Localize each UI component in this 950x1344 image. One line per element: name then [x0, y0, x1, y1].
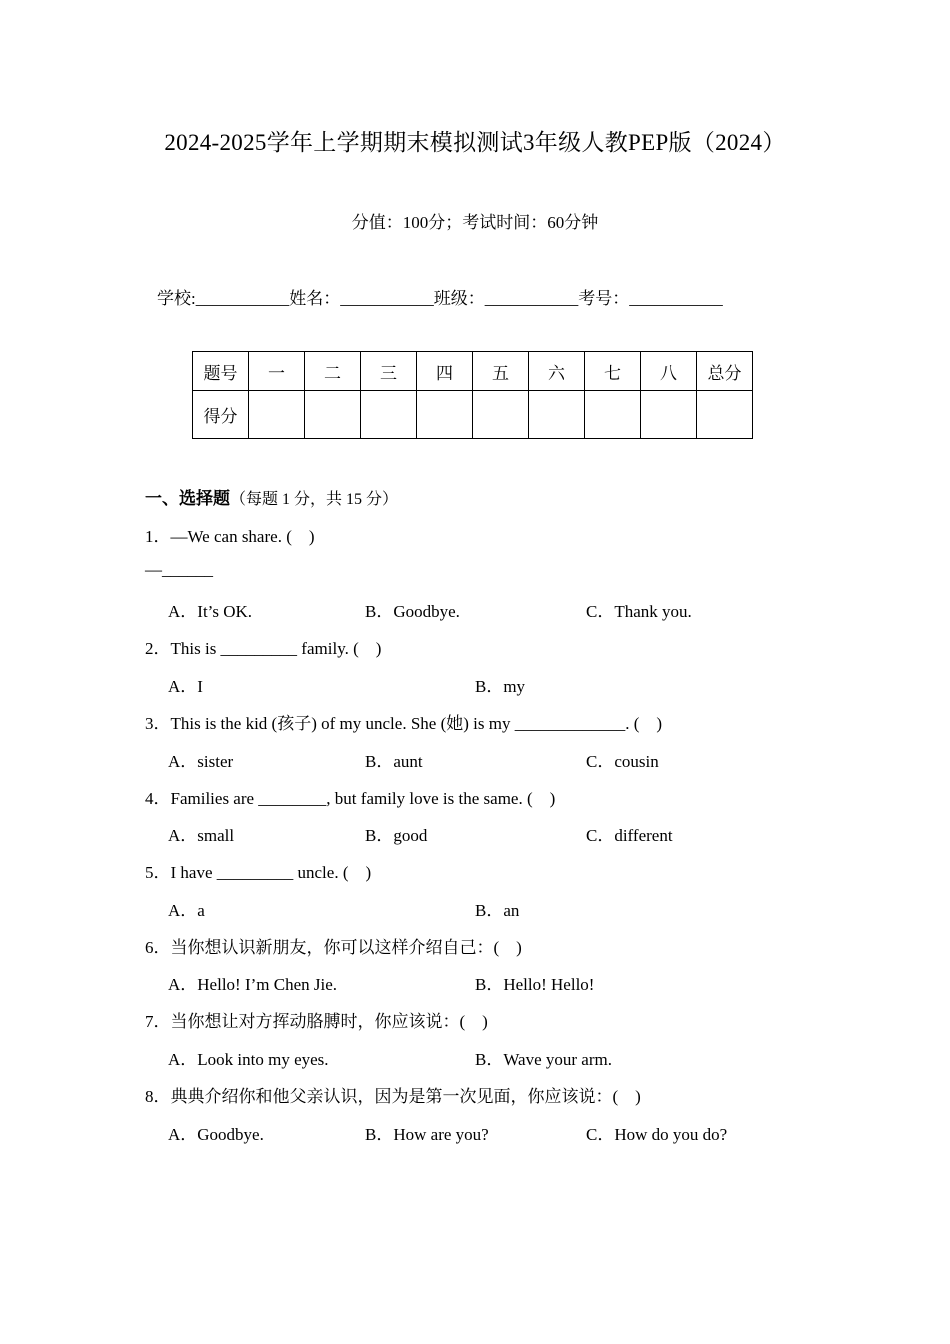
score-table-header-row [193, 352, 753, 391]
score-table-header-cell: 二 [305, 352, 361, 391]
score-table-header-cell: 六 [529, 352, 585, 391]
score-table-header-cell: 一 [249, 352, 305, 391]
score-cell [305, 391, 361, 439]
score-cell [249, 391, 305, 439]
question-2-option-b: B．my [475, 677, 526, 696]
question-5: 5．I have _________ uncle. ( ) [145, 863, 372, 882]
question-8-option-c: C．How do you do? [586, 1125, 728, 1144]
score-cell [473, 391, 529, 439]
question-2: 2．This is _________ family. ( ) [145, 639, 382, 658]
score-table [192, 351, 753, 439]
section-title: 一、选择题 [145, 489, 230, 508]
score-table-header-cell: 五 [473, 352, 529, 391]
question-8-option-b: B．How are you? [365, 1125, 489, 1144]
question-6-option-a: A．Hello! I’m Chen Jie. [168, 975, 338, 994]
question-2-option-a: A．I [168, 677, 203, 696]
question-3-option-a: A．sister [168, 752, 234, 771]
question-7-option-a: A．Look into my eyes. [168, 1050, 329, 1069]
page-title: 2024-2025学年上学期期末模拟测试3年级人教PEP版（2024） [164, 130, 786, 155]
question-7-option-b: B．Wave your arm. [475, 1050, 612, 1069]
score-table-header-cell: 三 [361, 352, 417, 391]
question-1: 1．—We can share. ( ) [145, 527, 315, 546]
question-1-option-a: A．It’s OK. [168, 602, 253, 621]
score-cell [585, 391, 641, 439]
question-1-answer-line: —______ [145, 560, 213, 579]
question-7: 7．当你想让对方挥动胳膊时，你应该说：( ) [145, 1012, 488, 1031]
score-table-header-cell: 八 [641, 352, 697, 391]
score-table-header-cell: 四 [417, 352, 473, 391]
score-cell [417, 391, 473, 439]
score-cell [529, 391, 585, 439]
student-info-line: 学校:___________姓名：___________班级：___________考号：___________ [157, 289, 723, 308]
score-table-header-cell: 题号 [193, 352, 249, 391]
question-4-option-c: C．different [586, 826, 673, 845]
score-cell [641, 391, 697, 439]
question-8-option-a: A．Goodbye. [168, 1125, 264, 1144]
question-1-option-c: C．Thank you. [586, 602, 692, 621]
score-table-row-label: 得分 [193, 391, 249, 439]
question-1-option-b: B．Goodbye. [365, 602, 460, 621]
score-table-header-cell: 总分 [697, 352, 753, 391]
question-8: 8．典典介绍你和他父亲认识，因为是第一次见面，你应该说：( ) [145, 1087, 641, 1106]
question-4-option-b: B．good [365, 826, 428, 845]
score-cell [697, 391, 753, 439]
question-3: 3．This is the kid (孩子) of my uncle. She (她) is my _____________. ( ) [145, 714, 663, 733]
question-5-option-b: B．an [475, 901, 520, 920]
exam-info-subtitle: 分值：100分；考试时间：60分钟 [351, 213, 599, 232]
question-6-option-b: B．Hello! Hello! [475, 975, 595, 994]
question-3-option-c: C．cousin [586, 752, 659, 771]
question-4: 4．Families are ________, but family love is the same. ( ) [145, 789, 556, 808]
section-note: （每题 1 分，共 15 分） [230, 491, 399, 508]
score-cell [361, 391, 417, 439]
score-table-header-cell: 七 [585, 352, 641, 391]
question-6: 6．当你想认识新朋友，你可以这样介绍自己：( ) [145, 938, 522, 957]
question-3-option-b: B．aunt [365, 752, 423, 771]
question-5-option-a: A．a [168, 901, 205, 920]
score-table-score-row [193, 391, 753, 439]
section-heading [145, 484, 398, 509]
question-4-option-a: A．small [168, 826, 235, 845]
